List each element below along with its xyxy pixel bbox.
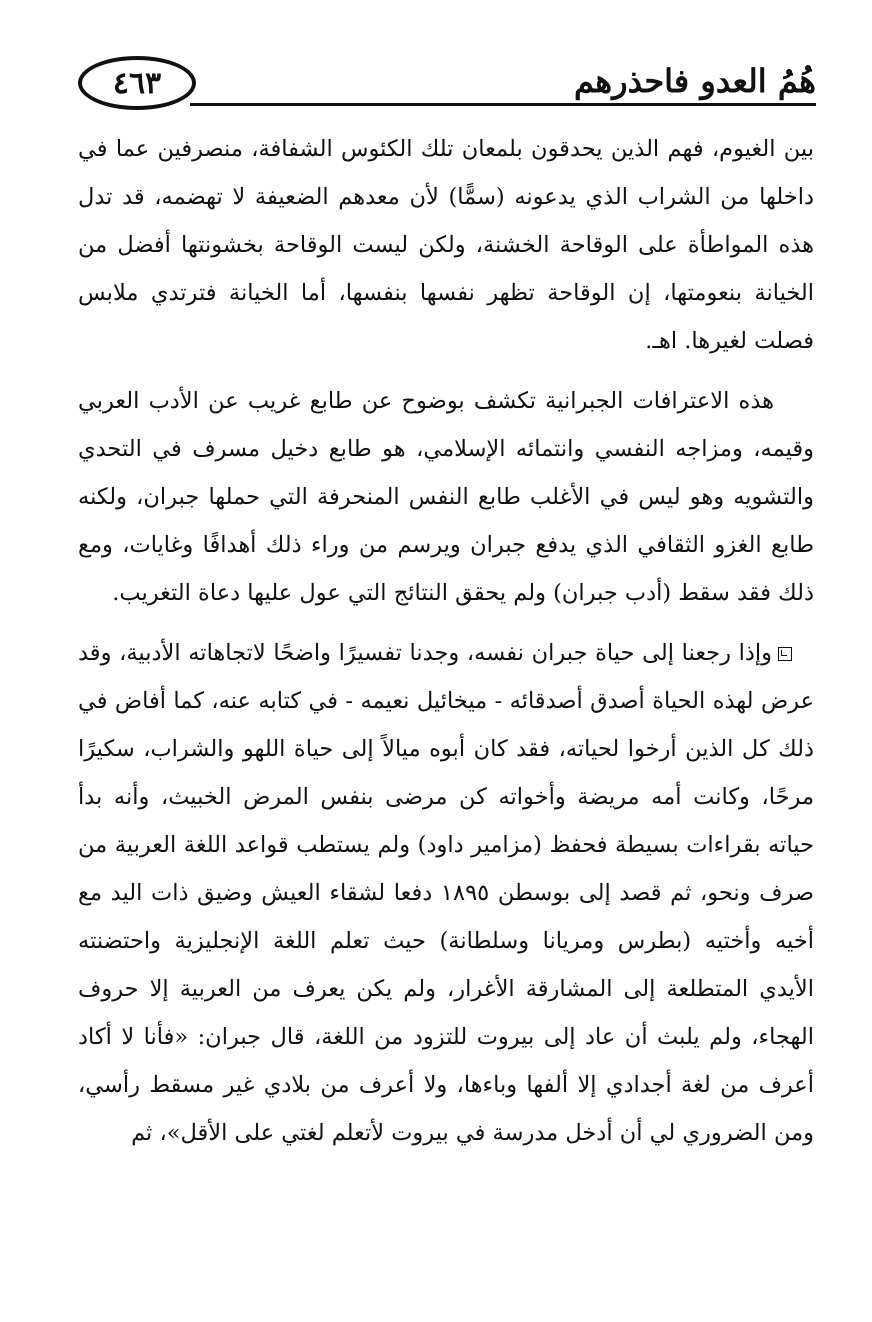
square-bullet-icon bbox=[778, 647, 792, 661]
page-header bbox=[78, 50, 816, 114]
paragraph-continuation: بين الغيوم، فهم الذين يحدقون بلمعان تلك الكئوس الشفافة، منصرفين عما في داخلها من الشراب الذي يدعونه (سمًّا) لأن معدهم الضعيفة لا تهضمه، قد تدل هذه المواطأة على الوقاحة الخشنة، ولكن ليست الوقاحة بخشونتها أفضل من الخيانة بنعومتها، إن الوقاحة تظهر نفسها بنفسها، أما الخيانة فترتدي ملابس فصلت لغيرها. اهـ. bbox=[78, 136, 814, 354]
paragraph-gibran-confessions: هذه الاعترافات الجبرانية تكشف بوضوح عن طابع غريب عن الأدب العربي وقيمه، ومزاجه النفسي وانتمائه الإسلامي، هو طابع دخيل مسرف في التحدي والتشويه وهو ليس في الأغلب طابع النفس المنحرفة التي حملها جبران، ولكنه طابع الغزو الثقافي الذي يدفع جبران ويرسم من وراء ذلك أهدافًا وغايات، ومع ذلك فقد سقط (أدب جبران) ولم يحقق النتائج التي عول عليها دعاة التغريب. bbox=[78, 388, 814, 606]
header-rule bbox=[190, 103, 816, 106]
page-number-badge bbox=[78, 56, 196, 110]
page-number: ٤٦٣ bbox=[112, 65, 162, 101]
page-body bbox=[78, 125, 814, 1157]
paragraph-gibran-life bbox=[78, 629, 814, 1157]
running-title: هُمُ العدو فاحذرهم bbox=[573, 62, 816, 100]
paragraph-gibran-life-text: وإذا رجعنا إلى حياة جبران نفسه، وجدنا تفسيرًا واضحًا لاتجاهاته الأدبية، وقد عرض لهذه الحياة أصدق أصدقائه - ميخائيل نعيمه - في كتابه عنه، كما أفاض في ذلك كل الذين أرخوا لحياته، فقد كان أبوه ميالاً إلى حياة اللهو والشراب، سكيرًا مرحًا، وكانت أمه مريضة وأخواته كن مرضى بنفس المرض الخبيث، وأنه بدأ حياته بقراءات بسيطة فحفظ (مزامير داود) ولم يستطب قواعد اللغة العربية من صرف ونحو، ثم قصد إلى بوسطن ١٨٩٥ دفعا لشقاء العيش وضيق ذات اليد مع أخيه وأختيه (بطرس ومريانا وسلطانة) حيث تعلم اللغة الإنجليزية واحتضنته الأيدي المتطلعة إلى المشارقة الأغرار، ولم يكن يعرف من العربية إلا حروف الهجاء، ولم يلبث أن عاد إلى بيروت للتزود من اللغة، قال جبران: «فأنا لا أكاد أعرف من لغة أجدادي إلا ألفها وباءها، ولا أعرف من بلادي غير مسقط رأسي، ومن الضروري لي أن أدخل مدرسة في بيروت لأتعلم لغتي على الأقل»، ثم bbox=[78, 640, 814, 1146]
